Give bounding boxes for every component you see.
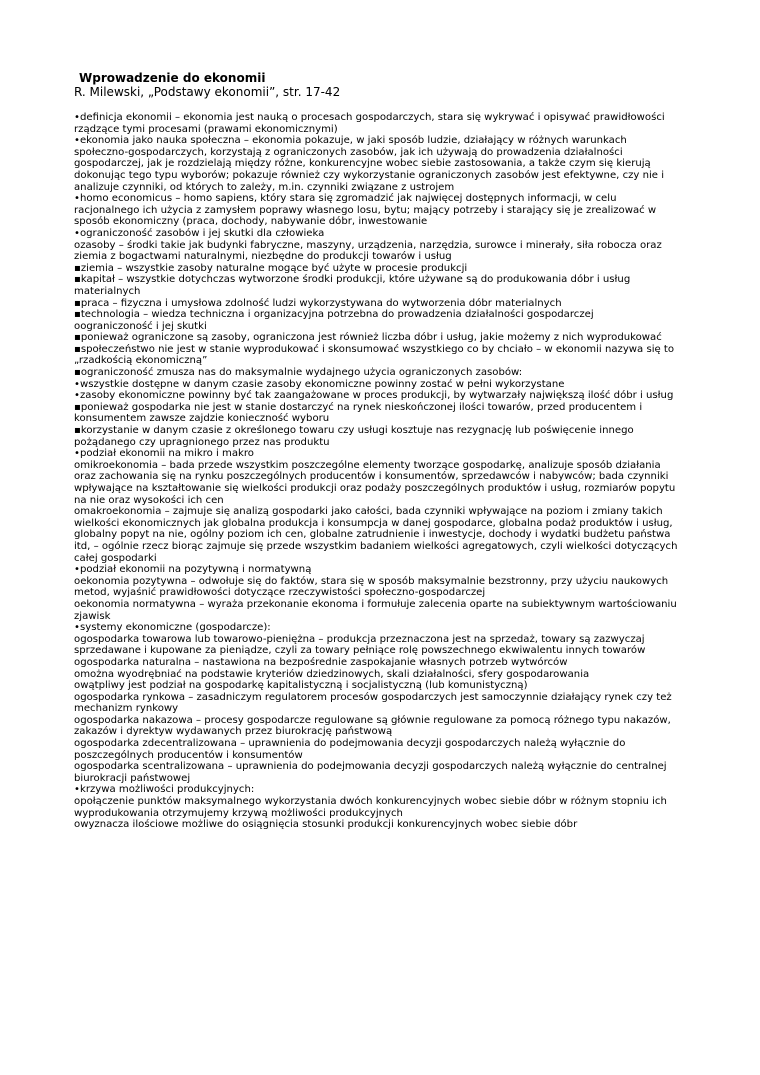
line-text: itd, – ogólnie rzecz biorąc zajmuje się przede wszystkim badaniem wielkości agregatowych, czyli wielkości dotyczących xyxy=(74,540,678,552)
list-bullet: o xyxy=(74,459,81,471)
list-bullet: ▪ xyxy=(74,367,81,379)
text-line xyxy=(74,599,692,611)
text-line xyxy=(74,587,692,599)
list-bullet: o xyxy=(74,320,81,332)
text-line xyxy=(74,321,692,333)
text-line xyxy=(74,205,692,217)
text-line xyxy=(74,379,692,391)
list-bullet: o xyxy=(74,680,81,692)
text-line xyxy=(74,309,692,321)
list-bullet: ▪ xyxy=(74,401,81,413)
text-line xyxy=(74,216,692,228)
list-bullet: ▪ xyxy=(74,297,81,309)
text-line xyxy=(74,819,692,831)
text-line xyxy=(74,425,692,437)
text-line xyxy=(74,286,692,298)
line-text: społeczeństwo nie jest w stanie wyprodukować i skonsumować wszystkiego co by chciało – w ekonomii nazywa się to xyxy=(80,343,675,355)
text-line xyxy=(74,761,692,773)
text-line xyxy=(74,437,692,449)
list-bullet: • xyxy=(74,448,80,460)
text-line xyxy=(74,390,692,402)
text-line xyxy=(74,808,692,820)
list-bullet: • xyxy=(74,227,80,239)
text-line xyxy=(74,240,692,252)
text-line xyxy=(74,564,692,576)
list-bullet: o xyxy=(74,819,81,831)
line-text: ziemia – wszystkie zasoby naturalne mogące być użyte w procesie produkcji xyxy=(80,262,468,274)
line-text: systemy ekonomiczne (gospodarcze): xyxy=(79,622,271,634)
list-bullet: • xyxy=(74,784,80,796)
text-line xyxy=(74,483,692,495)
text-line xyxy=(74,645,692,657)
text-line xyxy=(74,193,692,205)
text-line xyxy=(74,355,692,367)
text-line xyxy=(74,784,692,796)
list-bullet: o xyxy=(74,506,81,518)
line-text: ponieważ gospodarka nie jest w stanie dostarczyć na rynek nieskończonej ilości towarów, przed producentem i xyxy=(80,401,643,413)
line-text: globalny popyt na nie, ogólny poziom ich cen, globalne zatrudnienie i inwestycje, dochody i wydatki budżetu państwa xyxy=(74,529,671,541)
line-text: podział ekonomii na mikro i makro xyxy=(79,448,254,460)
line-text: ograniczoność zmusza nas do maksymalnie wydajnego użycia ograniczonych zasobów: xyxy=(80,367,523,379)
list-bullet: ▪ xyxy=(74,332,81,344)
line-text: połączenie punktów maksymalnego wykorzystania dwóch konkurencyjnych wobec siebie dóbr w różnym stopniu ich xyxy=(80,796,667,808)
list-bullet: • xyxy=(74,622,80,634)
line-text: ekonomia jako nauka społeczna – ekonomia pokazuje, w jaki sposób ludzie, działający w różnych warunkach xyxy=(79,135,627,147)
line-text: gospodarka scentralizowana – uprawnienia do podejmowania decyzji gospodarczych należą wyłącznie do centralnej xyxy=(80,761,667,773)
line-text: wpływające na kształtowanie się wielkości produkcji oraz podaży poszczególnych produktów i usług, rozmiarów popytu xyxy=(74,483,676,494)
line-text: ziemia z bogactwami naturalnymi, niezbędne do produkcji towarów i usług xyxy=(74,251,452,263)
text-line xyxy=(74,251,692,263)
line-text: sposób ekonomiczny (praca, dochody, nabywanie dóbr, inwestowanie xyxy=(74,216,428,228)
text-line xyxy=(74,135,692,147)
line-text: wyprodukowania otrzymujemy krzywą możliwości produkcyjnych xyxy=(74,807,403,819)
line-text: gospodarka zdecentralizowana – uprawnienia do podejmowania decyzji gospodarczych należą wyłącznie do xyxy=(80,738,626,750)
line-text: biurokracji państwowej xyxy=(74,772,191,784)
line-text: zjawisk xyxy=(74,610,111,622)
line-text: ograniczoność zasobów i jej skutki dla człowieka xyxy=(79,227,325,239)
line-text: homo economicus – homo sapiens, który stara się zgromadzić jak najwięcej dostępnych informacji, w celu xyxy=(79,193,617,205)
list-bullet: o xyxy=(74,691,81,703)
text-line xyxy=(74,332,692,344)
line-text: pożądanego czy upragnionego przez nas produktu xyxy=(74,436,330,448)
list-bullet: o xyxy=(74,598,81,610)
line-text: analizuje czynniki, od których to zależy, m.in. czynniki związane z ustrojem xyxy=(74,181,455,193)
line-text: materialnych xyxy=(74,285,141,297)
document-title: Wprowadzenie do ekonomii xyxy=(79,71,266,85)
line-text: ekonomia normatywna – wyraża przekonanie ekonoma i formułuje zalecenia oparte na subiektywnym wartościowaniu xyxy=(80,598,677,610)
line-text: makroekonomia – zajmuje się analizą gospodarki jako całości, bada czynniki wpływające na poziom i zmiany takich xyxy=(80,506,663,518)
text-line xyxy=(74,634,692,646)
text-line xyxy=(74,274,692,286)
line-text: definicja ekonomii – ekonomia jest nauką o procesach gospodarczych, stara się wykrywać i opisywać prawidłowości xyxy=(79,112,665,123)
line-text: ponieważ ograniczone są zasoby, ograniczona jest również liczba dóbr i usług, jakie możemy z nich wyprodukować xyxy=(80,332,662,344)
text-line xyxy=(74,680,692,692)
line-text: mechanizm rynkowy xyxy=(74,703,179,715)
line-text: wyznacza ilościowe możliwe do osiągnięcia stosunki produkcji konkurencyjnych wobec siebie dóbr xyxy=(80,819,578,831)
line-text: krzywa możliwości produkcyjnych: xyxy=(79,784,255,796)
line-text: oraz zachowania się na rynku poszczególnych producentów i konsumentów, sprzedawców i nabywców; bada czynniki xyxy=(74,471,669,483)
text-line xyxy=(74,495,692,507)
text-line xyxy=(74,413,692,425)
list-bullet: ▪ xyxy=(74,262,81,274)
text-line xyxy=(74,622,692,634)
list-bullet: o xyxy=(74,761,81,773)
list-bullet: ▪ xyxy=(74,425,81,437)
line-text: gospodarczej, jak je rozdzielają między różne, konkurencyjne wobec siebie zastosowania, a także czym się kierują xyxy=(74,158,651,170)
text-line xyxy=(74,170,692,182)
text-line xyxy=(74,158,692,170)
line-text: ekonomia pozytywna – odwołuje się do faktów, stara się w sposób maksymalnie bezstronny, przy użyciu naukowych xyxy=(80,575,669,587)
line-text: korzystanie w danym czasie z określonego towaru czy usługi kosztuje nas rezygnację lub poświęcenie innego xyxy=(80,425,634,437)
line-text: gospodarka nakazowa – procesy gospodarcze regulowane są głównie regulowane za pomocą różnego typu nakazów, xyxy=(80,714,671,726)
list-bullet: ▪ xyxy=(74,274,81,286)
list-bullet: • xyxy=(74,378,80,390)
list-bullet: • xyxy=(74,564,80,576)
line-text: kapitał – wszystkie dotychczas wytworzone środki produkcji, które używane są do produkowania dóbr i usług xyxy=(80,274,631,286)
text-line xyxy=(74,529,692,541)
line-text: wielkości ekonomicznych jak globalna produkcja i konsumpcja w danej gospodarce, globalna podaż produktów i usług, xyxy=(74,517,673,529)
line-text: zakazów i dyrektyw wydawanych przez biurokrację państwową xyxy=(74,726,393,738)
text-line xyxy=(74,738,692,750)
document-page xyxy=(74,72,692,831)
line-text: wszystkie dostępne w danym czasie zasoby ekonomiczne powinny zostać w pełni wykorzystane xyxy=(79,378,565,390)
line-text: mikroekonomia – bada przede wszystkim poszczególne elementy tworzące gospodarkę, analizuje sposób działania xyxy=(80,459,661,471)
list-bullet: o xyxy=(74,575,81,587)
line-text: zasoby ekonomiczne powinny być tak zaangażowane w proces produkcji, by wytwarzały największą ilość dóbr i usług xyxy=(79,390,674,402)
line-text: podział ekonomii na pozytywną i normatywną xyxy=(79,564,312,576)
line-text: gospodarka towarowa lub towarowo-pieniężna – produkcja przeznaczona jest na sprzedaż, towary są zazwyczaj xyxy=(80,633,645,645)
line-text: na nie oraz wysokości ich cen xyxy=(74,494,224,506)
list-bullet: o xyxy=(74,714,81,726)
text-line xyxy=(74,471,692,483)
list-bullet: • xyxy=(74,112,80,123)
line-text: społeczno-gospodarczych, korzystają z ograniczonych zasobów, jak ich używają do prowadzenia działalności xyxy=(74,146,623,158)
document-body xyxy=(74,112,692,831)
text-line xyxy=(74,773,692,785)
list-bullet: o xyxy=(74,668,81,680)
list-bullet: o xyxy=(74,796,81,808)
line-text: racjonalnego ich użycia z zamysłem poprawy własnego losu, bytu; mający potrzeby i starający się je zrealizować w xyxy=(74,204,657,216)
line-text: metod, wyjaśnić prawidłowości dotyczące rzeczywistości społeczno-gospodarczej xyxy=(74,587,486,599)
line-text: praca – fizyczna i umysłowa zdolność ludzi wykorzystywana do wytworzenia dóbr materialnych xyxy=(80,297,562,309)
text-line xyxy=(74,506,692,518)
line-text: poszczególnych producentów i konsumentów xyxy=(74,749,303,761)
text-line xyxy=(74,576,692,588)
line-text: wątpliwy jest podział na gospodarkę kapitalistyczną i socjalistyczną (lub komunistyczną) xyxy=(80,680,528,692)
text-line xyxy=(74,402,692,414)
line-text: sprzedawane i kupowane za pieniądze, czyli za towary pełniące rolę powszechnego ekwiwalentu innych towarów xyxy=(74,645,646,657)
text-line xyxy=(74,182,692,194)
list-bullet: • xyxy=(74,135,80,147)
document-subtitle: R. Milewski, „Podstawy ekonomii”, str. 17-42 xyxy=(74,85,341,99)
list-bullet: o xyxy=(74,239,81,251)
line-text: „rzadkością ekonomiczną” xyxy=(74,355,208,367)
line-text: gospodarka naturalna – nastawiona na bezpośrednie zaspokajanie własnych potrzeb wytwórców xyxy=(80,656,568,668)
text-line xyxy=(74,750,692,762)
text-line xyxy=(74,460,692,472)
text-line xyxy=(74,298,692,310)
text-line xyxy=(74,703,692,715)
line-text: zasoby – środki takie jak budynki fabryczne, maszyny, urządzenia, narzędzia, surowce i minerały, siła robocza oraz xyxy=(80,239,662,251)
text-line xyxy=(74,692,692,704)
line-text: dokonując tego typu wyborów; pokazuje również czy wykorzystanie ograniczonych zasobów jest efektywne, czy nie i xyxy=(74,169,665,181)
list-bullet: o xyxy=(74,633,81,645)
line-text: całej gospodarki xyxy=(74,552,157,564)
list-bullet: ▪ xyxy=(74,309,81,321)
line-text: rządzące tymi procesami (prawami ekonomicznymi) xyxy=(74,123,338,135)
text-line xyxy=(74,228,692,240)
text-line xyxy=(74,124,692,136)
text-line xyxy=(74,518,692,530)
text-line xyxy=(74,611,692,623)
text-line xyxy=(74,669,692,681)
text-line xyxy=(74,553,692,565)
text-line xyxy=(74,448,692,460)
list-bullet: o xyxy=(74,656,81,668)
text-line xyxy=(74,344,692,356)
line-text: ograniczoność i jej skutki xyxy=(80,320,207,332)
text-line xyxy=(74,657,692,669)
text-line xyxy=(74,367,692,379)
text-line xyxy=(74,147,692,159)
text-line xyxy=(74,112,692,124)
text-line xyxy=(74,726,692,738)
text-line xyxy=(74,715,692,727)
line-text: technologia – wiedza techniczna i organizacyjna potrzebna do prowadzenia działalności gospodarczej xyxy=(80,309,594,321)
line-text: można wyodrębniać na podstawie kryteriów dziedzinowych, skali działalności, sfery gospodarowania xyxy=(80,668,590,680)
line-text: konsumentem zawsze zajdzie konieczność wyboru xyxy=(74,413,330,425)
list-bullet: • xyxy=(74,390,80,402)
list-bullet: o xyxy=(74,738,81,750)
text-line xyxy=(74,541,692,553)
list-bullet: • xyxy=(74,193,80,205)
line-text: gospodarka rynkowa – zasadniczym regulatorem procesów gospodarczych jest samoczynnie działający rynek czy też xyxy=(80,691,672,703)
text-line xyxy=(74,263,692,275)
text-line xyxy=(74,796,692,808)
list-bullet: ▪ xyxy=(74,343,81,355)
